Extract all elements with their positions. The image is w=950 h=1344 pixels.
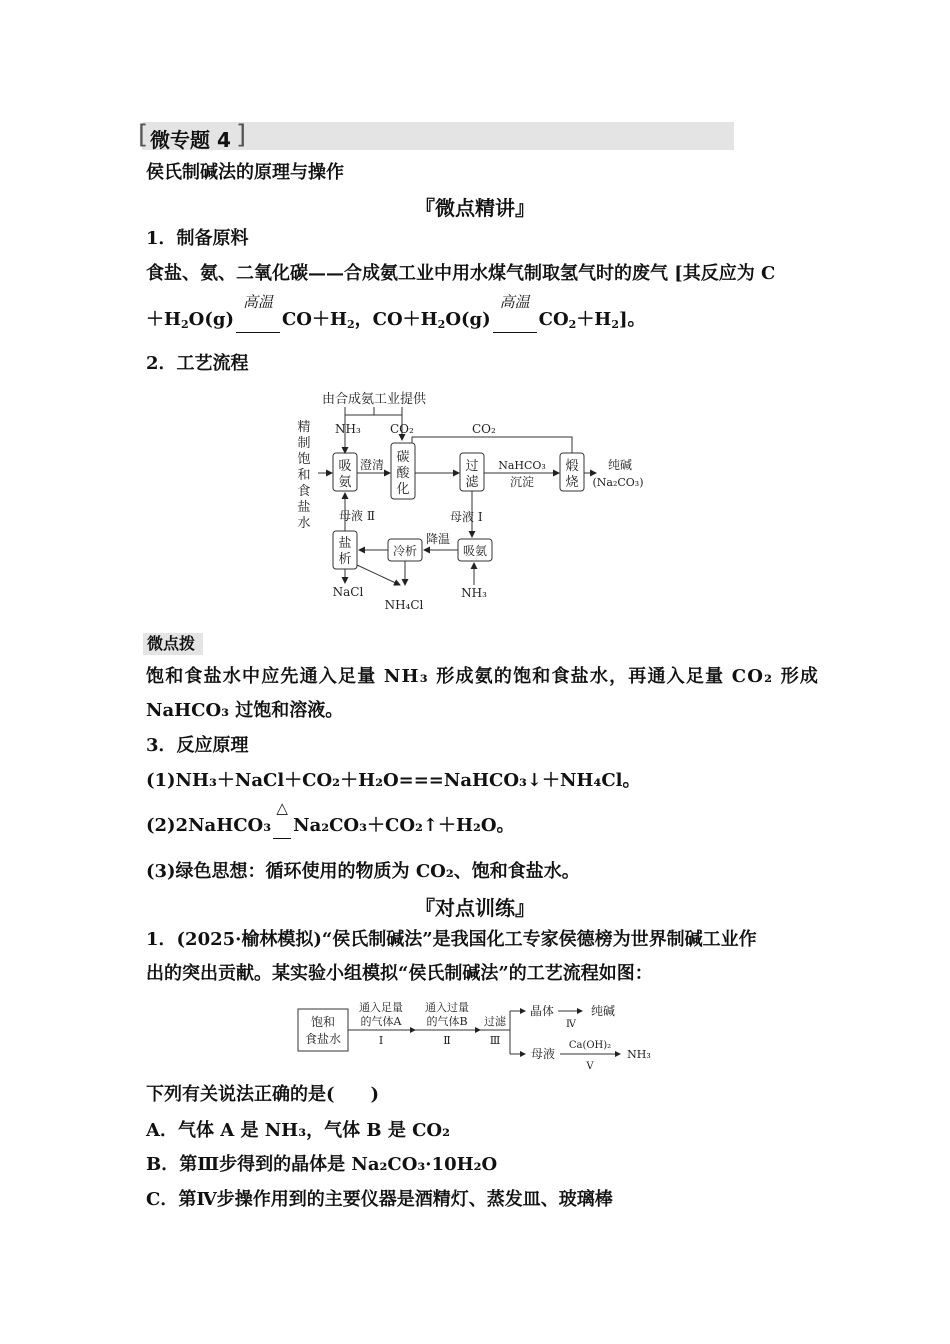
equation-1: (1)NH₃＋NaCl＋CO₂＋H₂O===NaHCO₃↓＋NH₄Cl。 <box>146 770 641 791</box>
step1-top-2: 的气体A <box>360 1015 402 1028</box>
step2-number: Ⅱ <box>443 1034 451 1047</box>
option-c: C．第Ⅳ步操作用到的主要仪器是酒精灯、蒸发皿、玻璃棒 <box>146 1189 613 1210</box>
question1-line2: 出的突出贡献。某实验小组模拟“侯氏制碱法”的工艺流程如图： <box>146 963 653 984</box>
header-open-bracket: [ <box>138 120 149 150</box>
step2-top-2: 的气体B <box>426 1015 468 1028</box>
flow-mother-1: 母液 Ⅰ <box>450 510 483 524</box>
heading-process-flow: 2．工艺流程 <box>146 353 249 374</box>
box-absorb-1: 吸 <box>338 459 352 474</box>
flow2-mother: 母液 <box>530 1047 556 1061</box>
heading-reaction-principle: 3．反应原理 <box>146 735 249 756</box>
heat-condition: △ <box>273 814 291 839</box>
option-a: A．气体 A 是 NH₃，气体 B 是 CO₂ <box>146 1120 450 1141</box>
box-filter-2: 滤 <box>465 475 479 490</box>
header-close-bracket: ] <box>236 120 247 150</box>
box-carbonate-3: 化 <box>396 482 410 497</box>
flow-input-char: 水 <box>297 516 311 531</box>
topic-title: 侯氏制碱法的原理与操作 <box>146 162 344 183</box>
box-calcine-2: 烧 <box>565 475 579 490</box>
box-calcine-1: 煅 <box>565 459 579 474</box>
flow-input-char: 饱 <box>297 452 311 467</box>
flow-input-char: 盐 <box>297 500 311 515</box>
flow-clarify: 澄清 <box>360 458 385 472</box>
question1-prompt: 下列有关说法正确的是( ) <box>146 1084 380 1105</box>
box-absorb-2: 吸氨 <box>462 544 488 558</box>
step3-number: Ⅲ <box>489 1034 501 1047</box>
equation-2: (2)2NaHCO₃ △ Na₂CO₃＋CO₂↑＋H₂O。 <box>146 814 515 839</box>
box-cool: 冷析 <box>392 544 418 558</box>
high-temp-condition: 高温 <box>236 308 280 333</box>
flow-co2-recycle: CO₂ <box>472 422 496 436</box>
flow2-nh3: NH₃ <box>627 1048 651 1061</box>
flow-cool-down: 降温 <box>425 532 451 546</box>
flow2-crystal: 晶体 <box>529 1004 555 1018</box>
process-flow-diagram <box>290 385 660 620</box>
question1-line1: 1．(2025·榆林模拟)“侯氏制碱法”是我国化工专家侯德榜为世界制碱工业作 <box>146 929 757 950</box>
flow-nh3-bottom: NH₃ <box>461 586 487 600</box>
box-saltout-1: 盐 <box>338 536 352 551</box>
flow-nh3-top: NH₃ <box>335 422 361 436</box>
raw-materials-equation: $+H_2O(g)$ 高温 $CO+H_2$，$CO+H_2O(g)$ 高温 $CO_2+H_2$]。 <box>146 293 646 331</box>
flow-co2-top: CO₂ <box>390 422 414 436</box>
tip-line2: NaHCO₃ 过饱和溶液。 <box>146 700 344 721</box>
flow-nacl: NaCl <box>332 585 364 599</box>
step4-number: Ⅳ <box>566 1019 576 1030</box>
equation-3: (3)绿色思想：循环使用的物质为 CO₂、饱和食盐水。 <box>146 861 580 882</box>
step1-number: Ⅰ <box>378 1034 384 1047</box>
box-saltout-2: 析 <box>338 552 352 567</box>
flow-input-char: 食 <box>297 484 311 499</box>
flow-precip: 沉淀 <box>509 475 535 489</box>
step1-top-1: 通入足量 <box>359 1001 403 1014</box>
tip-line1: 饱和食盐水中应先通入足量 NH₃ 形成氨的饱和食盐水，再通入足量 CO₂ 形成 <box>146 666 820 687</box>
box-carbonate-1: 碳 <box>396 450 410 465</box>
topic-header-label: 微专题 4 <box>150 128 231 152</box>
box-absorb-2: 氨 <box>338 475 352 490</box>
raw-materials-line1: 食盐、氨、二氧化碳——合成氨工业中用水煤气制取氢气时的废气 [其反应为 C <box>146 263 776 284</box>
flow-soda-formula: (Na₂CO₃) <box>592 476 644 489</box>
box-carbonate-2: 酸 <box>396 466 410 481</box>
step2-top-1: 通入过量 <box>425 1001 469 1014</box>
flow-input-char: 精 <box>297 420 311 435</box>
high-temp-condition-2: 高温 <box>493 308 537 333</box>
option-b: B．第Ⅲ步得到的晶体是 Na₂CO₃·10H₂O <box>146 1154 498 1175</box>
flow-soda: 纯碱 <box>607 458 633 472</box>
step5-number: Ⅴ <box>586 1061 594 1072</box>
flow-input-char: 制 <box>297 436 311 451</box>
box-brine-2: 食盐水 <box>304 1032 342 1046</box>
heading-raw-materials: 1．制备原料 <box>146 228 249 249</box>
flow-nh4cl: NH₄Cl <box>384 598 424 612</box>
flow-nahco3: NaHCO₃ <box>498 459 546 472</box>
simulation-flow-diagram <box>295 997 665 1075</box>
box-filter-1: 过 <box>465 459 479 474</box>
box-brine-1: 饱和 <box>310 1015 336 1029</box>
flow2-soda: 纯碱 <box>590 1004 616 1018</box>
flow-input-char: 和 <box>297 468 311 483</box>
flow2-caoh2: Ca(OH)₂ <box>568 1040 612 1051</box>
section-title-lecture: 『微点精讲』 <box>415 196 535 220</box>
flow-mother-2: 母液 Ⅱ <box>339 509 375 523</box>
step-filter: 过滤 <box>484 1015 506 1028</box>
flow-source-label: 由合成氨工业提供 <box>321 392 427 407</box>
tip-tag: 微点拨 <box>143 633 203 655</box>
section-title-training: 『对点训练』 <box>415 896 535 920</box>
